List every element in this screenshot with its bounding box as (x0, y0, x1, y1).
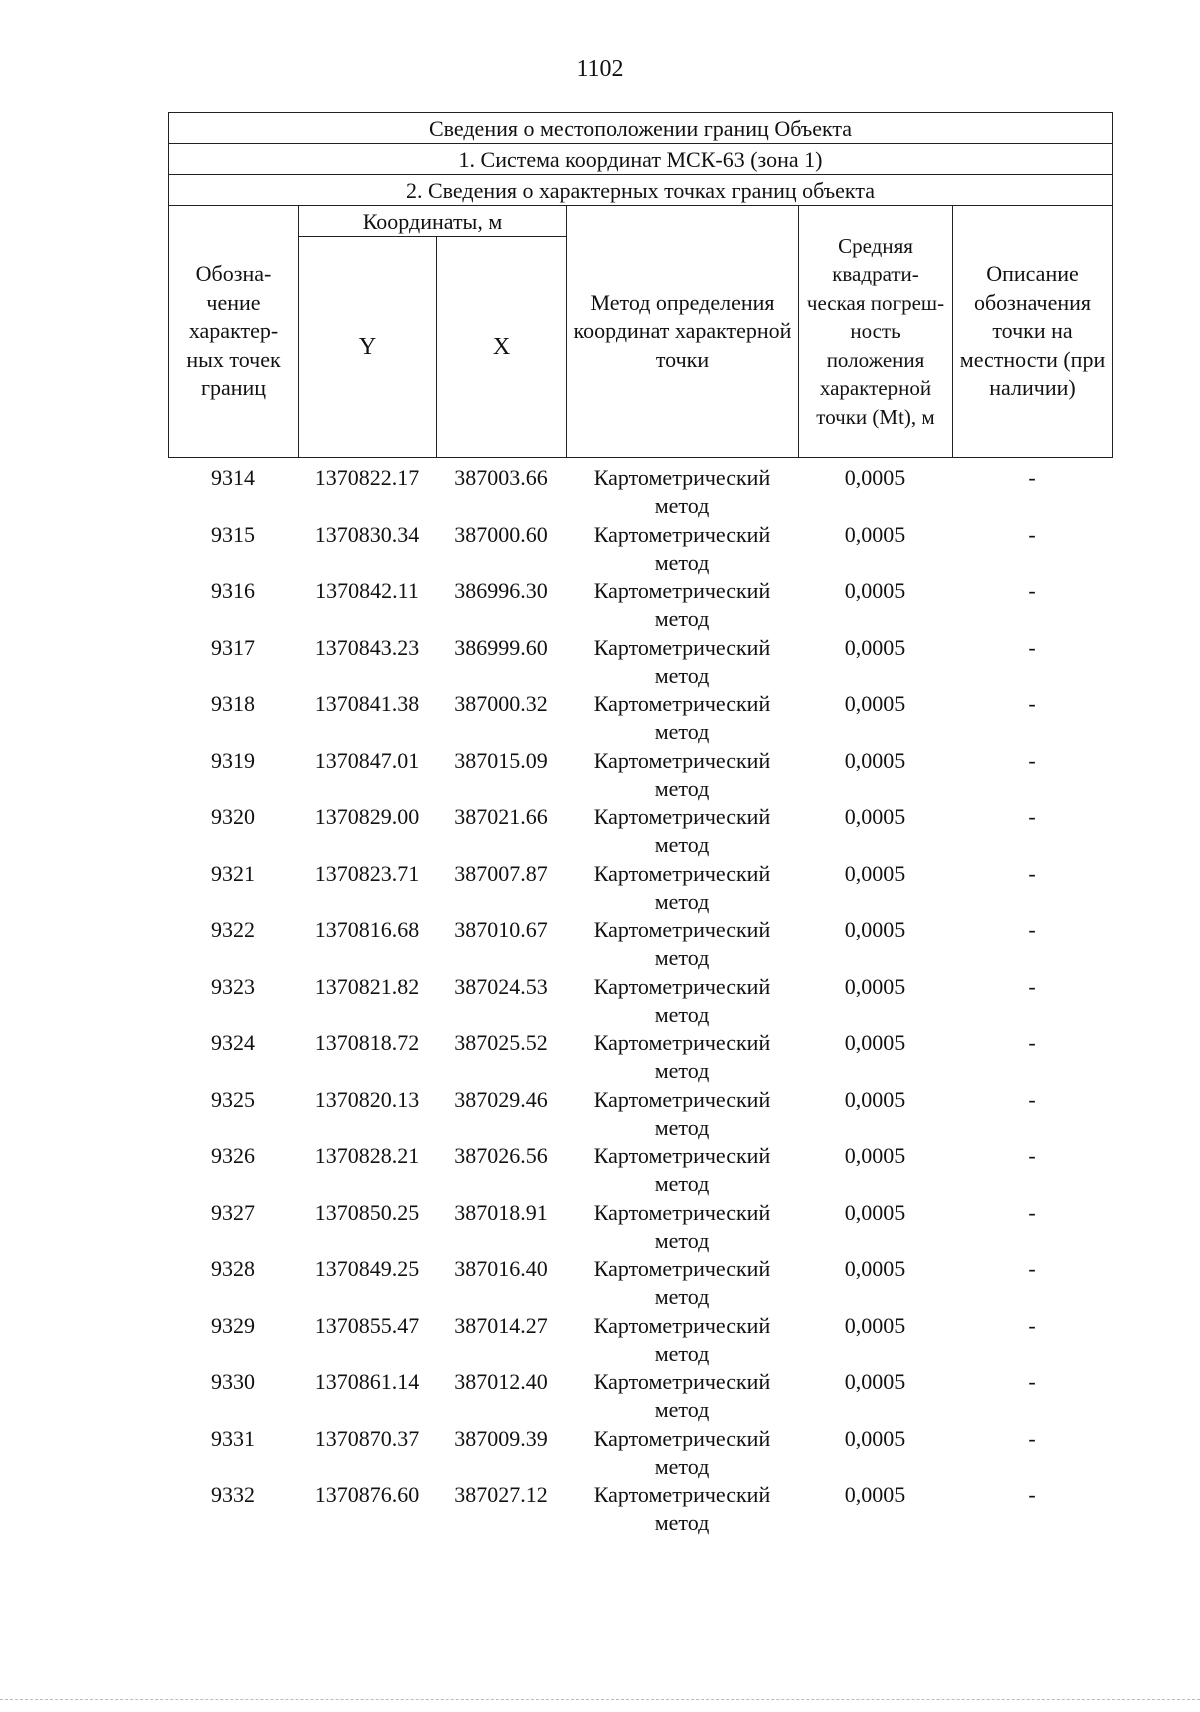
table-title: Сведения о местоположении границ Объекта (169, 113, 1113, 144)
point-id: 9316 (211, 578, 255, 603)
description: - (1028, 917, 1036, 942)
scan-edge-line (0, 1699, 1200, 1700)
description: - (1028, 1256, 1036, 1281)
coord-x: 387024.53 (454, 973, 548, 999)
table-row (168, 1368, 1112, 1425)
table-row (168, 464, 1112, 521)
method: Картометрический метод (593, 1086, 771, 1140)
description: - (1028, 691, 1036, 716)
table-row (168, 690, 1112, 747)
table-row (168, 1481, 1112, 1538)
description: - (1028, 973, 1036, 999)
coord-y: 1370847.01 (314, 747, 420, 773)
coord-x: 386999.60 (454, 634, 548, 660)
mean-error: 0,0005 (844, 691, 906, 716)
table-row (168, 1425, 1112, 1482)
coord-y: 1370830.34 (314, 521, 420, 547)
point-id: 9314 (211, 465, 255, 490)
coord-x: 386996.30 (454, 578, 548, 603)
coord-y: 1370829.00 (314, 804, 420, 829)
table-row (168, 1312, 1112, 1369)
table-row (168, 803, 1112, 860)
table-row (168, 860, 1112, 917)
method: Картометрический метод (593, 1143, 771, 1196)
method: Картометрический метод (593, 691, 771, 744)
mean-error: 0,0005 (844, 1482, 906, 1507)
point-id: 9323 (211, 973, 255, 999)
mean-error: 0,0005 (844, 1425, 906, 1451)
table-row (168, 973, 1112, 1030)
mean-error: 0,0005 (844, 1143, 906, 1168)
point-id: 9320 (211, 804, 255, 829)
col-method: Метод определения координат характерной точки (567, 206, 799, 458)
method: Картометрический метод (593, 973, 771, 1027)
coord-y: 1370861.14 (314, 1369, 420, 1394)
description: - (1028, 1086, 1036, 1112)
boundary-table-header (168, 112, 1113, 458)
coord-y: 1370828.21 (314, 1143, 420, 1168)
table-row (168, 1199, 1112, 1256)
description: - (1028, 804, 1036, 829)
method: Картометрический метод (593, 1256, 771, 1309)
mean-error: 0,0005 (844, 804, 906, 829)
point-id: 9331 (211, 1425, 255, 1451)
description: - (1028, 634, 1036, 660)
coord-x: 387016.40 (454, 1256, 548, 1281)
coord-x: 387018.91 (454, 1199, 548, 1225)
description: - (1028, 578, 1036, 603)
coord-y: 1370816.68 (314, 917, 420, 942)
mean-error: 0,0005 (844, 578, 906, 603)
mean-error: 0,0005 (844, 860, 906, 886)
description: - (1028, 1425, 1036, 1451)
method: Картометрический метод (593, 1425, 771, 1479)
coord-x: 387009.39 (454, 1425, 548, 1451)
method: Картометрический метод (593, 1030, 771, 1083)
description: - (1028, 1030, 1036, 1055)
method: Картометрический метод (593, 465, 771, 518)
mean-error: 0,0005 (844, 917, 906, 942)
point-id: 9315 (211, 521, 255, 547)
method: Картометрический метод (593, 634, 771, 688)
col-coords: Координаты, м (299, 206, 567, 237)
coord-x: 387000.32 (454, 691, 548, 716)
coord-x: 387026.56 (454, 1143, 548, 1168)
table-row (168, 916, 1112, 973)
table-row (168, 1255, 1112, 1312)
col-y: Y (299, 237, 437, 458)
coord-x: 387007.87 (454, 860, 548, 886)
point-id: 9324 (211, 1030, 255, 1055)
coord-x: 387027.12 (454, 1482, 548, 1507)
page-number: 1102 (576, 56, 624, 82)
method: Картометрический метод (593, 521, 771, 575)
coord-x: 387029.46 (454, 1086, 548, 1112)
coord-x: 387015.09 (454, 747, 548, 773)
point-id: 9321 (211, 860, 255, 886)
description: - (1028, 747, 1036, 773)
description: - (1028, 465, 1036, 490)
point-id: 9319 (211, 747, 255, 773)
method: Картометрический метод (593, 578, 771, 631)
description: - (1028, 1199, 1036, 1225)
boundary-points-table (168, 464, 1112, 1538)
method: Картометрический метод (593, 1369, 771, 1422)
point-id: 9329 (211, 1312, 255, 1338)
mean-error: 0,0005 (844, 973, 906, 999)
method: Картометрический метод (593, 804, 771, 857)
section-title: 2. Сведения о характерных точках границ объекта (169, 175, 1113, 206)
coord-y: 1370823.71 (314, 860, 420, 886)
coord-y: 1370850.25 (314, 1199, 420, 1225)
coord-y: 1370855.47 (314, 1312, 420, 1338)
coord-x: 387012.40 (454, 1369, 548, 1394)
coord-y: 1370843.23 (314, 634, 420, 660)
col-description: Описание обозначения точки на местности (при наличии) (953, 206, 1113, 458)
point-id: 9317 (211, 634, 255, 660)
point-id: 9332 (211, 1482, 255, 1507)
coord-x: 387025.52 (454, 1030, 548, 1055)
coord-x: 387014.27 (454, 1312, 548, 1338)
coord-x: 387010.67 (454, 917, 548, 942)
coord-y: 1370822.17 (314, 465, 420, 490)
point-id: 9318 (211, 691, 255, 716)
mean-error: 0,0005 (844, 1199, 906, 1225)
table-row (168, 634, 1112, 691)
method: Картометрический метод (593, 1312, 771, 1366)
mean-error: 0,0005 (844, 747, 906, 773)
method: Картометрический метод (593, 917, 771, 970)
coordinate-system: 1. Система координат МСК-63 (зона 1) (169, 144, 1113, 175)
col-designation: Обозна-чение характер-ных точек границ (169, 206, 299, 458)
method: Картометрический метод (593, 1199, 771, 1253)
table-row (168, 577, 1112, 634)
coord-x: 387021.66 (454, 804, 548, 829)
point-id: 9322 (211, 917, 255, 942)
coord-x: 387003.66 (454, 465, 548, 490)
table-row (168, 747, 1112, 804)
coord-y: 1370849.25 (314, 1256, 420, 1281)
mean-error: 0,0005 (844, 1256, 906, 1281)
table-row (168, 1086, 1112, 1143)
coord-y: 1370876.60 (314, 1482, 420, 1507)
description: - (1028, 1312, 1036, 1338)
coord-y: 1370842.11 (315, 578, 419, 603)
col-error: Средняя квадрати-ческая погреш-ность положения характерной точки (Mt), м (799, 206, 953, 458)
coord-y: 1370841.38 (314, 691, 420, 716)
point-id: 9330 (211, 1369, 255, 1394)
description: - (1028, 1369, 1036, 1394)
mean-error: 0,0005 (844, 1369, 906, 1394)
mean-error: 0,0005 (844, 1086, 906, 1112)
mean-error: 0,0005 (844, 465, 906, 490)
point-id: 9327 (211, 1199, 255, 1225)
mean-error: 0,0005 (844, 1312, 906, 1338)
coord-y: 1370818.72 (314, 1030, 420, 1055)
point-id: 9326 (211, 1143, 255, 1168)
description: - (1028, 521, 1036, 547)
method: Картометрический метод (593, 747, 771, 801)
point-id: 9325 (211, 1086, 255, 1112)
method: Картометрический метод (593, 860, 771, 914)
coord-y: 1370870.37 (314, 1425, 420, 1451)
coord-y: 1370820.13 (314, 1086, 420, 1112)
mean-error: 0,0005 (844, 634, 906, 660)
method: Картометрический метод (593, 1482, 771, 1535)
description: - (1028, 860, 1036, 886)
point-id: 9328 (211, 1256, 255, 1281)
table-row (168, 521, 1112, 578)
table-row (168, 1029, 1112, 1086)
mean-error: 0,0005 (844, 521, 906, 547)
col-x: X (437, 237, 567, 458)
coord-x: 387000.60 (454, 521, 548, 547)
description: - (1028, 1482, 1036, 1507)
table-row (168, 1142, 1112, 1199)
coord-y: 1370821.82 (314, 973, 420, 999)
mean-error: 0,0005 (844, 1030, 906, 1055)
description: - (1028, 1143, 1036, 1168)
